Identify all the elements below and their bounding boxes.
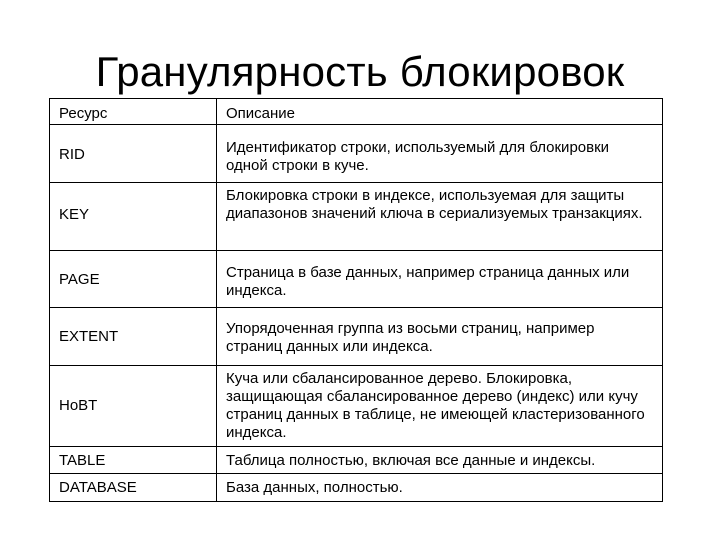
- table-row: [50, 125, 663, 183]
- table-row: [50, 183, 663, 251]
- table-row: [50, 447, 663, 474]
- table-row: [50, 474, 663, 502]
- table-header-row: [50, 99, 663, 125]
- resource-cell: KEY: [50, 183, 217, 251]
- description-column-header: Описание: [217, 99, 663, 125]
- table-row: [50, 251, 663, 308]
- resource-cell: TABLE: [50, 447, 217, 474]
- table-row: [50, 366, 663, 447]
- resource-cell: RID: [50, 125, 217, 183]
- resource-cell: HoBT: [50, 366, 217, 447]
- description-cell: Таблица полностью, включая все данные и индексы.: [217, 447, 663, 474]
- resource-cell: DATABASE: [50, 474, 217, 502]
- lock-granularity-table: [49, 98, 663, 502]
- resource-column-header: Ресурс: [50, 99, 217, 125]
- description-cell: База данных, полностью.: [217, 474, 663, 502]
- description-cell: Идентификатор строки, используемый для блокировки одной строки в куче.: [217, 125, 663, 183]
- description-cell: Блокировка строки в индексе, используемая для защиты диапазонов значений ключа в сериализуемых транзакциях.: [217, 183, 663, 251]
- description-cell: Страница в базе данных, например страница данных или индекса.: [217, 251, 663, 308]
- table-row: [50, 308, 663, 366]
- resource-cell: PAGE: [50, 251, 217, 308]
- description-cell: Куча или сбалансированное дерево. Блокировка, защищающая сбалансированное дерево (индекс) или кучу страниц данных в таблице, не имеющей кластеризованного индекса.: [217, 366, 663, 447]
- resource-cell: EXTENT: [50, 308, 217, 366]
- description-cell: Упорядоченная группа из восьми страниц, например страниц данных или индекса.: [217, 308, 663, 366]
- slide-title: Гранулярность блокировок: [95, 48, 625, 95]
